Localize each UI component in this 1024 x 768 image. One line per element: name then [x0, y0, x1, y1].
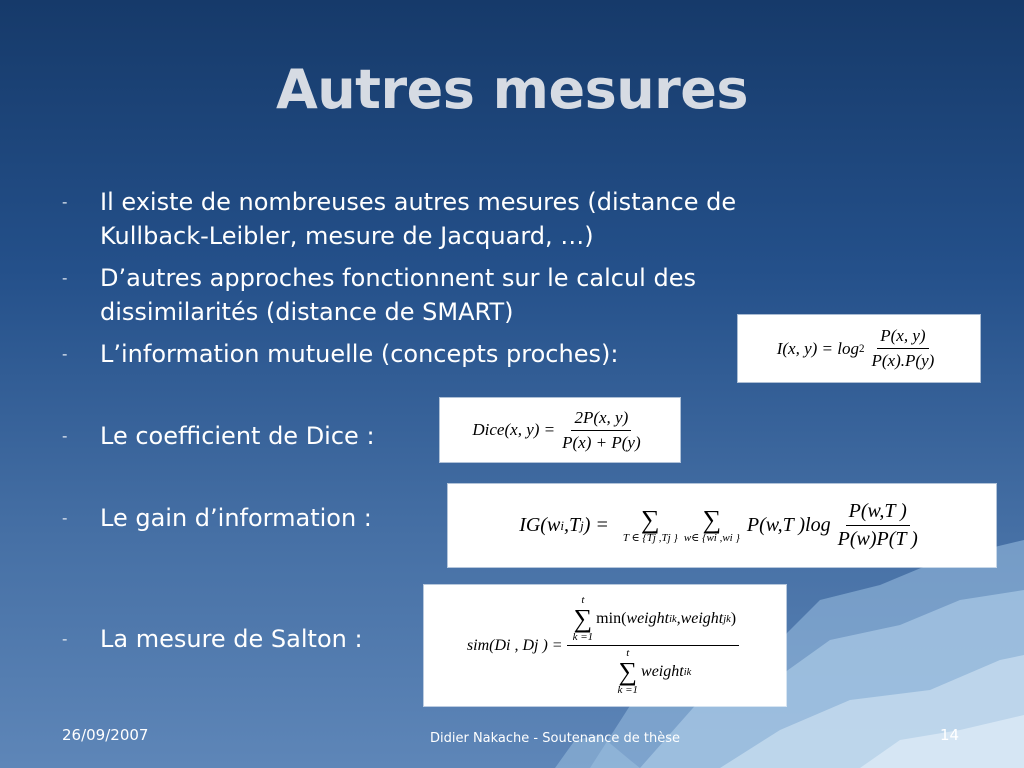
summation-1 — [623, 507, 678, 544]
formula-information-gain — [448, 484, 996, 567]
bullet-marker: - — [62, 193, 68, 211]
formula-lhs: I(x, y) = log — [776, 338, 859, 358]
bullet-line: D’autres approches fonctionnent sur le calcul des — [100, 264, 696, 292]
summation-numerator — [573, 595, 594, 643]
formula-fraction — [559, 408, 643, 453]
formula-denominator: P(x) + P(y) — [562, 432, 641, 452]
formula-mutual-information — [738, 315, 980, 382]
formula-fraction — [567, 595, 739, 696]
weight-term: weight — [641, 663, 684, 680]
bullet-marker: - — [62, 345, 68, 363]
bullet-marker: - — [62, 427, 68, 445]
formula-denominator: P(w)P(T ) — [837, 528, 918, 550]
formula-denominator: P(x).P(y) — [871, 351, 935, 370]
weight-sub: ik — [669, 613, 677, 625]
formula-numerator: P(x, y) — [877, 326, 928, 349]
sum-lower-limit: k =1 — [572, 631, 594, 643]
formula-lhs-sub: j — [580, 517, 584, 533]
sigma-symbol: ∑ — [573, 604, 593, 633]
min-function: min( — [596, 610, 627, 627]
formula-fraction — [869, 326, 938, 371]
formula-lhs-sub: i — [560, 517, 564, 533]
sigma-symbol: ∑ — [641, 505, 660, 534]
sigma-symbol: ∑ — [618, 657, 638, 686]
summation-denominator — [617, 648, 638, 696]
formula-term: P(w,T )log — [746, 514, 831, 536]
sum-upper-limit: t — [581, 594, 585, 606]
formula-lhs: Dice(x, y) = — [472, 420, 556, 439]
formula-fraction — [835, 500, 921, 551]
formula-numerator — [567, 595, 739, 646]
formula-numerator: P(w,T ) — [846, 500, 910, 526]
weight-sub: jk — [723, 613, 731, 625]
close-paren: ) — [730, 610, 737, 627]
bullet-line: dissimilarités (distance de SMART) — [100, 298, 514, 326]
bullet-text: Le coefficient de Dice : — [100, 422, 375, 450]
formula-lhs-prefix: IG(w — [519, 514, 561, 536]
footer-author: Didier Nakache - Soutenance de thèse — [429, 731, 680, 746]
bullet-marker: - — [62, 509, 68, 527]
weight-term: weight — [680, 610, 724, 627]
formula-denominator — [611, 646, 694, 696]
weight-sub: ik — [683, 666, 692, 678]
bullet-marker: - — [62, 269, 68, 287]
bullet-marker: - — [62, 630, 68, 648]
bullet-text — [100, 185, 736, 253]
bullet-text: L’information mutuelle (concepts proches): — [100, 340, 619, 368]
formula-lhs-mid: ,T — [563, 514, 581, 536]
bullet-text: Le gain d’information : — [100, 504, 372, 532]
sum-lower-limit: k =1 — [617, 684, 639, 696]
formula-salton — [424, 585, 786, 706]
page-number: 14 — [940, 726, 960, 744]
bullet-text: La mesure de Salton : — [100, 625, 363, 653]
sum-limit: w∈ {wi ,wi } — [683, 532, 740, 544]
formula-dice — [440, 398, 680, 462]
formula-numerator: 2P(x, y) — [571, 408, 631, 431]
formula-log-base: 2 — [858, 342, 865, 355]
summation-2 — [684, 507, 740, 544]
formula-lhs-suffix: ) = — [583, 514, 609, 536]
sigma-symbol: ∑ — [702, 505, 722, 534]
bullet-line: Il existe de nombreuses autres mesures (distance de — [100, 188, 737, 216]
sum-limit: T ∈ {Tj ,Tj } — [622, 532, 678, 544]
footer-date: 26/09/2007 — [62, 726, 149, 744]
slide-title: Autres mesures — [275, 58, 749, 121]
term-separator: , — [676, 610, 681, 627]
weight-term: weight — [626, 610, 670, 627]
bullet-text — [100, 261, 696, 329]
sum-upper-limit: t — [626, 647, 630, 659]
formula-lhs: sim(Di , Dj ) = — [466, 636, 563, 654]
bullet-line: Kullback-Leibler, mesure de Jacquard, …) — [100, 222, 594, 250]
